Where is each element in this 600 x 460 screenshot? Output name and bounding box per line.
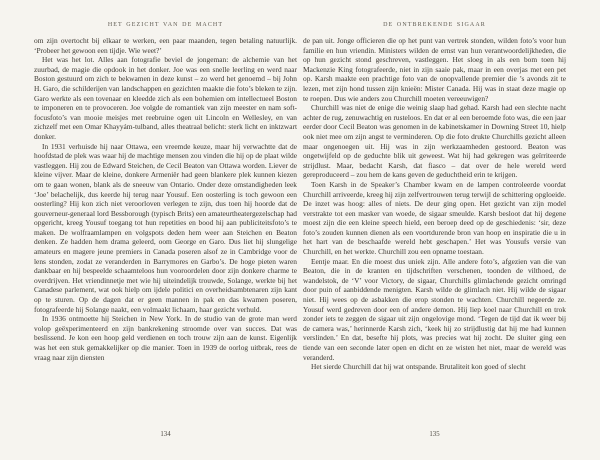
running-header-left: HET GEZICHT VAN DE MACHT (107, 22, 224, 28)
paragraph: Churchill was niet de enige die weinig slaap had gehad. Karsh had een slechte nacht achter de rug, zenuwachtig en rusteloos. En dat er al een beroemde foto was, die een jaar eerder door Cecil Beaton was genomen in de kabinetskamer in Downing Street 10, hielp ook niet mee om zijn angst te verminderen. Op die foto drukte Churchills gezicht alleen maar ongenoegen uit. Hij was in zijn werkzaamheden gestoord. Beaton was ongetwijfeld op de geduchte blik uit geweest. Wat hij had gekregen was geïrriteerde strijdlust. Maar, bedacht Karsh, dat fiasco – dat over de hele wereld werd gereproduceerd – zou hem de kans geven de geduchtheid erin te krijgen. (303, 103, 566, 180)
page-body-right (303, 36, 566, 416)
paragraph: Eentje maar. En die moest dus uniek zijn. Alle andere foto’s, afgezien van die van Beaton, die in de kranten en tijdschriften verschenen, toonden de vilthoed, de wandelstok, de ‘V’ voor Victory, de sigaar, Churchills glimlachende gezicht omringd door puin of aanbiddende menigten. Karsh wilde de glimlach niet. Hij wilde de sigaar niet. Hij wees op de asbakken die erop stonden te wachten. Churchill negeerde ze. Yousuf werd gedreven door een of andere demon. Hij liep koel naar Churchill en trok zonder iets te zeggen de sigaar uit zijn ongelovige mond. ‘Tegen de tijd dat ik weer bij de camera was,’ herinnerde Karsh zich, ‘keek hij zo strijdlustig dat hij me had kunnen verslinden.’ En dat, besefte hij plots, was precies wat hij zocht. De sluiter ging een tiende van een seconde later open en dicht en ze wisten het niet, maar de wereld was veranderd. (303, 256, 566, 362)
page-number-right: 135 (429, 431, 440, 438)
page-right (300, 0, 600, 460)
paragraph: Het was het lot. Alles aan fotografie beviel de jongeman: de alchemie van het zuurbad, de magie die opdook in het donker. Joe was een snelle leerling en werd naar Boston gestuurd om zich te bekwamen in deze kunst – zo werd het genoemd – bij John H. Garo, die schilderijen van landschappen en gezichten maakte die foto’s bleken te zijn. Garo werkte als een tovenaar en kleedde zich als een bohemien om intellectueel Boston te imponeren en te provoceren. Joe volgde de romantiek van zijn meester en nam soft-focusfoto’s van mooie meisjes met reebruine ogen uit Lincoln en Wellesley, en van zichzelf met een Omar Khayyám-tulband, alles theatraal belicht: sterk licht en inktzwart donker. (34, 55, 297, 141)
paragraph: om zijn overtocht bij elkaar te werken, een paar maanden, tegen betaling natuurlijk. ‘Probeer het gewoon een tijdje. Wie weet?’ (34, 36, 297, 55)
paragraph: de pan uit. Jonge officieren die op het punt van vertrek stonden, wilden foto’s voor hun familie en hun vriendin. Ministers wilden de ernst van hun verantwoordelijkheden, die op hun gezicht stond geschreven, vastleggen. Het sloeg in als een bom toen hij Mackenzie King fotografeerde, niet in zijn saaie pak, maar in een overjas met een pet op. Karsh maakte een prachtige foto van de onopvallende premier die ’s avonds zit te lezen, met zijn hond tussen zijn knieën: Mister Canada. Hij was in staat deze magie op te roepen. Dus wie anders zou Churchill moeten vereeuwigen? (303, 36, 566, 103)
page-body-left (34, 36, 297, 416)
paragraph: Toen Karsh in de Speaker’s Chamber kwam en de lampen controleerde voordat Churchill arriveerde, kreeg hij zijn zelfvertrouwen terug terwijl de schittering opgloeide. De inzet was hoog: alles of niets. De deur ging open. Het gezicht van zijn model verstrakte tot een masker van woede, de sigaar smeulde. Karsh besloot dat hij degene moest zijn die een kleine speech hield, een beroep deed op de geschiedenis: ‘sir, deze foto’s zouden kunnen dienen als een voortdurende bron van hoop en inspiratie die u in het hart van de beschaafde wereld hebt geschapen.’ Het was Yousufs versie van Churchill, en het werkte. Churchill zou een opname toestaan. (303, 179, 566, 257)
paragraph: Het sierde Churchill dat hij wat ontspande. Brutaliteit kon goed of slecht (311, 362, 526, 372)
paragraph: In 1936 ontmoette hij Steichen in New York. In de studio van de grote man werd volop geëxperimenteerd en zijn bankrekening stroomde over van succes. Dat was beslissend. Je kon een hoop geld verdienen en toch trouw zijn aan de kunst. Eigenlijk was het een stuk gemakkelijker op die manier. Toen in 1939 de oorlog uitbrak, rees de vraag naar zijn diensten (34, 314, 297, 362)
paragraph: In 1931 verhuisde hij naar Ottawa, een vreemde keuze, maar hij verwachtte dat de hoofdstad de plek was waar hij de machtige mensen zou vinden die hij op de plaat wilde vastleggen. Hij zou de Edward Steichen, de Cecil Beaton van Ottawa worden. Liever de kleine vijver. Maar de kleine, donkere Armeniër had geen blankere plek kunnen kiezen om te gaan wonen, blank als de sneeuw van Ontario. Onder deze omstandigheden leek ‘Joe’ belachelijk, dus keerde hij terug naar Yousuf. Een oosterling is toch gewoon een oosterling? Hij kon zich niet veroorloven verlegen te zijn, dus toen hij hoorde dat de gouverneur-generaal lord Bessborough (typisch Brits) een amateurtheatergezelschap had opgericht, kreeg Yousuf toegang tot hun repetities en bood hij aan publiciteitsfoto’s te maken. De wolfraamlampen en volgspots deden hem weer aan Steichen en Beaton denken. Ze hadden hem drama geleerd, oom George en Garo. Dus liet hij slungelige amateurs en magere jeune premiers in Canada poseren alsof ze in Cambridge voor de lens stonden, zodat ze veranderden in Barrymores en Garbo’s. De hoge pieten waren dankbaar en hij bespeelde schaamteloos hun vooroordelen door zijn donkere charme te overdrijven. Het vriendinnetje met wie hij uiteindelijk trouwde, Solange, werkte bij het Canadese parlement, wat ook hielp om ijdele politici en overheidsambtenaren zijn kant op te sturen. Op de dagen dat er geen mannen in pak en das kwamen poseren, fotografeerde hij Solange naakt, een volmaakt lichaam, haar gezicht verhuld. (34, 141, 297, 314)
running-header-right: DE ONTBREKENDE SIGAAR (383, 22, 486, 28)
page-number-left: 134 (160, 431, 171, 438)
